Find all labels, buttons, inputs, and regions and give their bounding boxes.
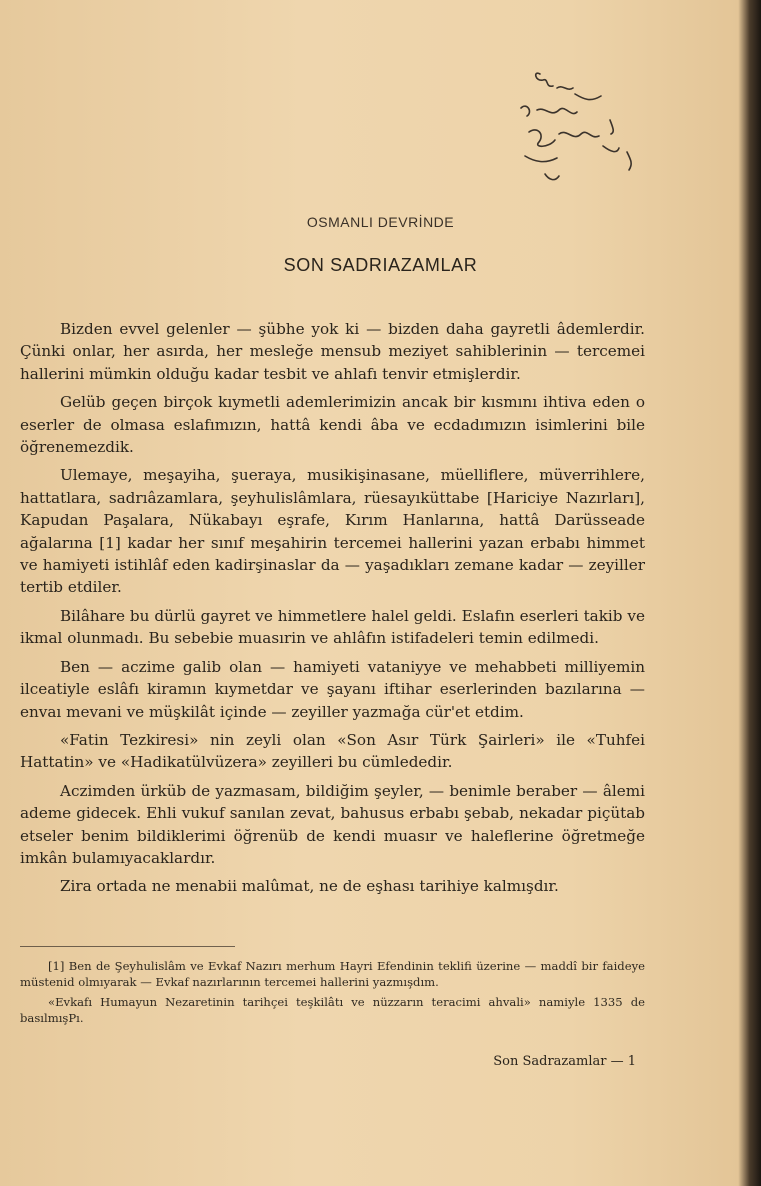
page-title: SON SADRIAZAMLAR <box>283 255 478 275</box>
paragraph: Ulemaye, meşayiha, şueraya, musikişinasane, müelliflere, müverrihlere, hattatlara, sadrıâzamlara, şeyhulislâmlara, rüesayıküttabe [Hariciye Nazırları], Kapudan Paşalara, Nükabayı eşrafe, Kırım Hanlarına, hattâ Darüsseade ağalarına [1] kadar her sınıf meşahirin tercemei hallerini yazan erbabı himmet ve hamiyeti istihlâf eden kadirşinaslar da — yaşadıkları zemane kadar — zeyiller tertib etdiler. <box>20 466 645 597</box>
footnote: [1] Ben de Şeyhulislâm ve Evkaf Nazırı merhum Hayri Efendinin teklifi üzerine — maddî bir faideye müstenid olmıyarak — Evkaf nazırlarının tercemei hallerini yazmışdım. <box>20 959 645 989</box>
paragraph: Aczimden ürküb de yazmasam, bildiğim şeyler, — benimle beraber — âlemi ademe gidecek. Ehli vukuf sanılan zevat, bahusus erbabı şebab, nekadar piçütab etseler benim bildiklerimi öğrenüb de kendi muasır ve haleflerine öğretmeğe imkân bulamıyacaklardır. <box>20 781 645 867</box>
footnote-divider <box>20 946 235 947</box>
paragraph: Zira ortada ne menabii malûmat, ne de eşhası tarihiye kalmışdır. <box>60 877 559 896</box>
body-text <box>20 318 645 904</box>
handwritten-signature <box>515 62 650 192</box>
paragraph: Bizden evvel gelenler — şübhe yok ki — bizden daha gayretli âdemlerdir. Çünki onlar, her asırda, her mesleğe mensub meziyet sahiblerinin — tercemei hallerini mümkin olduğu kadar tesbit ve ahlafı tenvir etmişlerdir. <box>20 320 645 383</box>
paragraph: Ben — aczime galib olan — hamiyeti vataniyye ve mehabbeti milliyemin ilceatiyle eslâfı kiramın kıymetdar ve şayanı iftihar eserlerinden bazılarına — envaı mevani ve müşkilât içinde — zeyiller yazmağa cür'et etdim. <box>20 657 645 721</box>
paragraph: Bilâhare bu dürlü gayret ve himmetlere halel geldi. Eslafın eserleri takib ve ikmal olunmadı. Bu sebebie muasırin ve ahlâfın istifadeleri temin edilmedi. <box>20 606 645 648</box>
paragraph: «Fatin Tezkiresi» nin zeyli olan «Son Asır Türk Şairleri» ile «Tuhfei Hattatin» ve «Hadikatülvüzera» zeyilleri bu cümlededir. <box>20 730 645 772</box>
footnotes <box>20 958 645 1030</box>
subtitle: OSMANLI DEVRİNDE <box>306 214 455 230</box>
footnote: «Evkafı Humayun Nezaretinin tarihçei teşkilâtı ve nüzzarın teracimi ahvali» namiyle 1335 de basılmışPı. <box>20 995 645 1025</box>
paragraph: Gelüb geçen birçok kıymetli ademlerimizin ancak bir kısmını ihtiva eden o eserler de olmasa eslafımızın, hattâ kendi âba ve ecdadımızın isimlerini bile öğrenemezdik. <box>20 393 645 457</box>
page-footer: Son Sadrazamlar — 1 <box>493 1054 636 1069</box>
